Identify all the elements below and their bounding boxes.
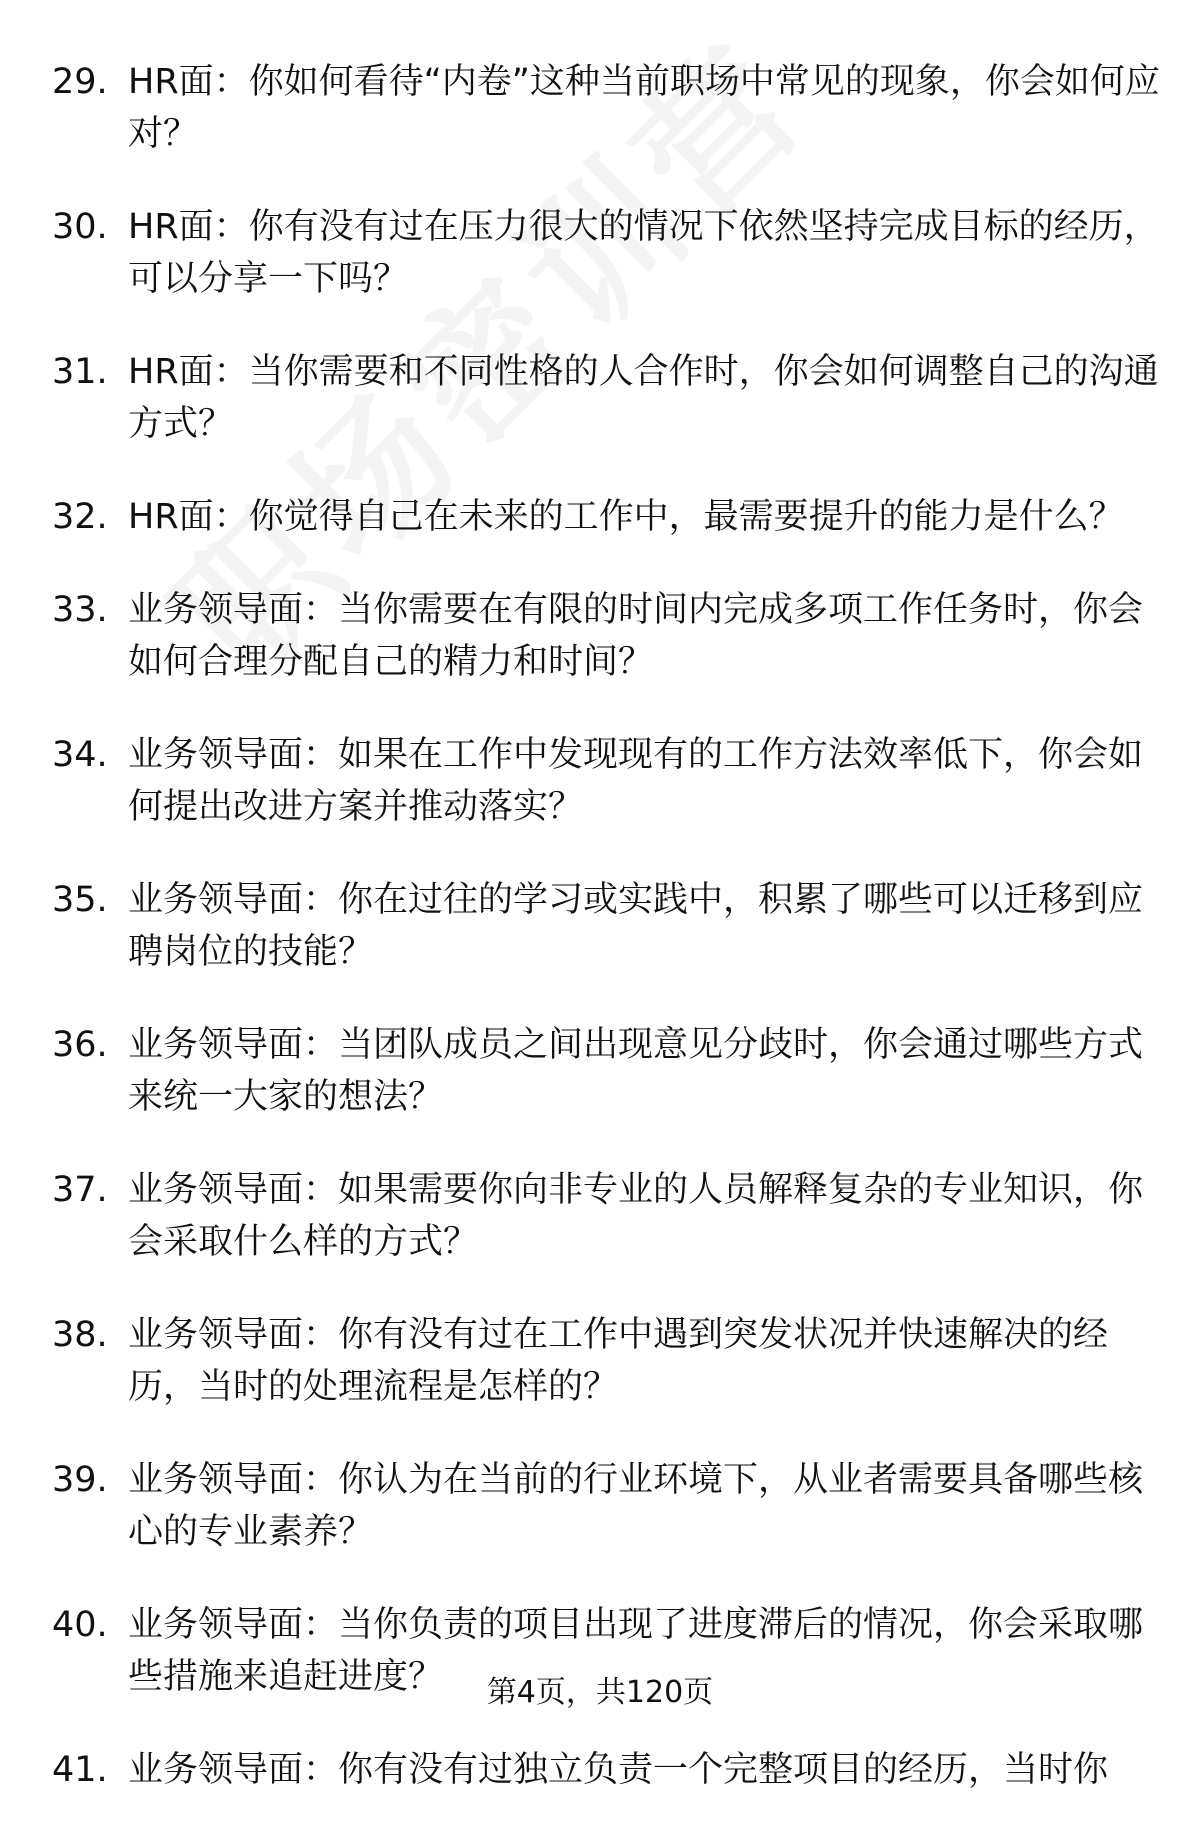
question-number: 30. [52,207,108,247]
question-number: 35. [52,880,108,920]
question-item [52,1309,1162,1413]
question-number: 40. [52,1605,108,1645]
question-number: 37. [52,1170,108,1210]
question-text: 业务领导面：当你需要在有限的时间内完成多项工作任务时，你会如何合理分配自己的精力和时间？ [128,590,1144,682]
question-text: HR面：你觉得自己在未来的工作中，最需要提升的能力是什么？ [128,497,1124,537]
question-item [52,1164,1162,1268]
question-text: 业务领导面：你有没有过在工作中遇到突发状况并快速解决的经历，当时的处理流程是怎样的？ [128,1315,1109,1407]
question-text: 业务领导面：你有没有过独立负责一个完整项目的经历，当时你 [128,1750,1109,1790]
question-item [52,1744,1162,1796]
question-number: 32. [52,497,108,537]
question-item [52,729,1162,833]
question-text: HR面：你有没有过在压力很大的情况下依然坚持完成目标的经历，可以分享一下吗？ [128,207,1159,299]
question-text: 业务领导面：你在过往的学习或实践中，积累了哪些可以迁移到应聘岗位的技能？ [128,880,1144,972]
question-item [52,1019,1162,1123]
question-number: 41. [52,1750,108,1790]
question-text: HR面：当你需要和不同性格的人合作时，你会如何调整自己的沟通方式？ [128,352,1159,444]
question-text: HR面：你如何看待“内卷”这种当前职场中常见的现象，你会如何应对？ [128,62,1160,154]
question-number: 36. [52,1025,108,1065]
question-item [52,1454,1162,1558]
question-number: 39. [52,1460,108,1500]
question-number: 34. [52,735,108,775]
question-number: 31. [52,352,108,392]
question-text: 业务领导面：当你负责的项目出现了进度滞后的情况，你会采取哪些措施来追赶进度？ [128,1605,1144,1697]
page-footer [0,1673,1200,1713]
question-list [52,56,1162,1837]
question-item [52,346,1162,450]
question-text: 业务领导面：你认为在当前的行业环境下，从业者需要具备哪些核心的专业素养？ [128,1460,1144,1552]
question-item [52,874,1162,978]
question-item [52,491,1162,543]
question-number: 29. [52,62,108,102]
question-text: 业务领导面：如果需要你向非专业的人员解释复杂的专业知识，你会采取什么样的方式？ [128,1170,1144,1262]
question-number: 33. [52,590,108,630]
question-text: 业务领导面：如果在工作中发现现有的工作方法效率低下，你会如何提出改进方案并推动落实？ [128,735,1144,827]
question-text: 业务领导面：当团队成员之间出现意见分歧时，你会通过哪些方式来统一大家的想法？ [128,1025,1144,1117]
question-item [52,56,1162,160]
question-item [52,201,1162,305]
page-number-label: 第4页，共120页 [486,1675,714,1710]
question-item [52,584,1162,688]
question-number: 38. [52,1315,108,1355]
